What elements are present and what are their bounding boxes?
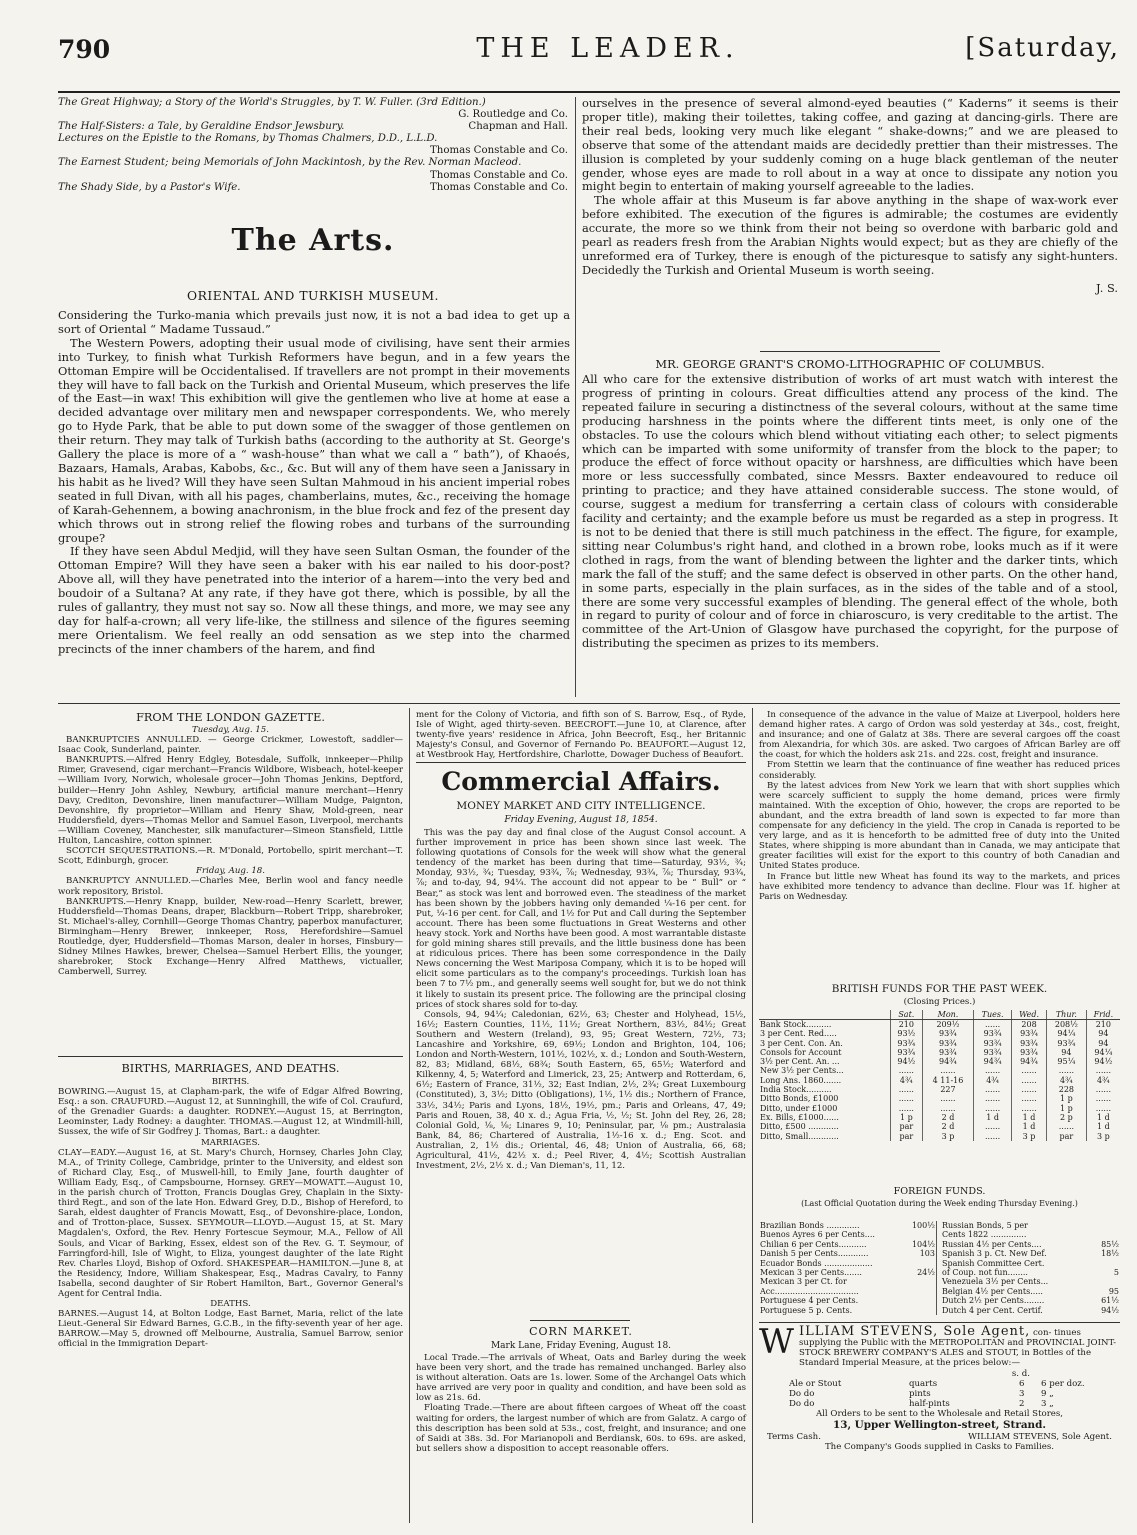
advert-lead: ILLIAM STEVENS, Sole Agent, [799, 1324, 1031, 1339]
table-cell: ...... [1047, 1066, 1087, 1075]
table-row [941, 1296, 1120, 1305]
table-cell: 94¼ [1047, 1029, 1087, 1038]
table-cell [905, 1259, 937, 1268]
table-cell: ...... [1012, 1085, 1047, 1094]
table-cell [905, 1287, 937, 1296]
table-cell: 18½ [1101, 1249, 1119, 1259]
table-cell: New 3½ per Cents... [760, 1066, 844, 1076]
table-cell: 24½ [917, 1268, 935, 1278]
masthead-day: [Saturday, [965, 33, 1120, 63]
table-cell: Venezuela 3½ per Cents... [942, 1277, 1049, 1287]
table-cell: Ditto, under £1000 [760, 1103, 838, 1113]
table-cell: Brazilian Bonds ............. [760, 1221, 860, 1230]
table-cell: 93¾ [974, 1029, 1012, 1038]
table-cell: 4 11-16 [922, 1076, 973, 1085]
corn-market-date: Mark Lane, Friday Evening, August 18. [490, 1341, 672, 1351]
book-list [58, 97, 568, 194]
table-cell: Ditto, Small............ [760, 1131, 839, 1141]
table-cell: 1 p [890, 1113, 922, 1122]
table-row [759, 1122, 1120, 1131]
table-cell: 100½ [911, 1221, 935, 1230]
section-rule [58, 703, 1120, 704]
list-item [759, 1379, 1120, 1389]
table-cell: 93¾ [922, 1029, 973, 1038]
advert-initial: W [759, 1322, 794, 1362]
money-market-title: MONEY MARKET AND CITY INTELLIGENCE. [456, 800, 706, 812]
list-item [759, 1399, 1120, 1409]
table-cell: 2 d [922, 1113, 973, 1122]
deaths-rule [416, 762, 746, 763]
table-cell: ...... [1012, 1076, 1047, 1085]
table-cell: Ecuador Bonds ................... [760, 1258, 873, 1268]
table-cell: 94¾ [974, 1057, 1012, 1066]
table-cell: ...... [974, 1020, 1012, 1030]
table-cell: 208 [1012, 1020, 1047, 1030]
table-cell: 94 [1086, 1039, 1120, 1048]
money-market-date: Friday Evening, August 18, 1854. [504, 815, 658, 825]
table-cell: 94½ [1086, 1057, 1120, 1066]
table-cell: Bank Stock.......... [760, 1020, 832, 1029]
table-row [759, 1287, 937, 1296]
table-cell: 93¾ [890, 1039, 922, 1048]
table-cell: 93¾ [1012, 1048, 1047, 1057]
table-row [941, 1268, 1120, 1277]
price-cell: quarts [909, 1379, 938, 1389]
table-cell: 5 [1113, 1268, 1119, 1278]
table-row [759, 1306, 937, 1315]
table-cell: ...... [1086, 1085, 1120, 1094]
money-market-body: This was the pay day and final close of the August Consol account. A further improvement in price has been shown since last week. The following quotations of Consols for the week will show what the general tendency of the market has been during that time—Saturday, 93½, ¾; Monday, 93½, ¾; Tuesday, 93¾, ⅞; Wednesday, 93¾, ⅞; Thursday, 93¾, ⅞; and to-day, 94, 94¼. The account did not appear to be “ Bull” or “ Bear,” as stock was lent and borrowed even. The steadiness of the market has been shown by the jobbers having only demanded ¼-16 per cent. for Put, ¼-16 per cent. for Call, and 1½ for Put and Call during the September account. There has been some fluctuations in Great Westerns and other heavy stock. York and Norths have been good. A most warrantable distaste for gold mining shares still prevails, and the little business done has been at ridiculous prices. There has been some correspondence in the Daily News concerning the West Mariposa Company, which it is to be hoped will elicit some particulars as to the company's proceedings. Turkish loan has been 7 to 7½ pm., and generally seems well sought for, but we do not think it likely to sustain its present price. The following are the principal closing prices of stock shares sold for to-day. Consols, 94, 94¼; Caledonian, 62½, 63; Chester and Holyhead, 15½, 16½; Eastern Counties, 11½, 11½; Great Northern, 83½, 84½; Great Southern and Western (Ireland), 93, 95; Great Western, 72½, 73; Lancashire and Yorkshire, 69, 69½; London and Brighton, 104, 106; London and North-Western, 101½, 102½, x. d.; London and South-Western, 82, 83; Midland, 68½, 68¾; South Eastern, 65, 65½; Waterford and Kilkenny, 4, 5; Waterford and Limerick, 23, 25; Antwerp and Rotterdam, 6, 6½; Eastern of France, 31½, 32; East Indian, 2½, 2¾; Great Luxembourg (Constituted), 3, 3½; Ditto (Obligations), 1½, 1½ dis.; Northern of France, 33½, 34½; Paris and Lyons, 18½, 19½, pm.; Paris and Orleans, 47, 49; Paris and Rouen, 38, 40 x. d.; Agua Fria, ½, ½; St. John del Rey, 26, 28; Colonial Gold, ⅛, ⅛; Linares 9, 10; Peninsular, par, ⅛ pm.; Australasia Bank, 84, 86; Chartered of Australia, 1½-16 x. d.; Eng. Scot. and Australian, 2, 1½ dis.; Oriental, 46, 48; Union of Australia, 66, 68; Agricultural, 41½, 42½ x. d.; Peel River, 4, 4½; Scottish Australian Investment, 2½, 2½ x. d.; Van Dieman's, 11, 12. [416, 828, 746, 1172]
table-cell: ...... [1012, 1104, 1047, 1113]
column-header: Thur. [1047, 1010, 1087, 1020]
grant-title: MR. GEORGE GRANT'S CROMO-LITHOGRAPHIC OF COLUMBUS. [655, 357, 1045, 371]
table-cell [1092, 1230, 1120, 1239]
british-funds-table [759, 1010, 1120, 1141]
advert-orders: All Orders to be sent to the Wholesale and Retail Stores, [815, 1409, 1064, 1419]
column-header [759, 1010, 890, 1020]
column-rule-left [409, 708, 410, 1523]
table-row [759, 1057, 1120, 1066]
table-row [759, 1296, 937, 1305]
table-cell: Russian Bonds, 5 per [942, 1221, 1028, 1230]
table-cell: 103 [919, 1249, 935, 1259]
table-cell: 3 per Cent. Red..... [760, 1029, 837, 1039]
table-cell: ...... [890, 1094, 922, 1103]
table-cell: Russian 4½ per Cents.... [942, 1239, 1042, 1249]
bmd-title: BIRTHS, MARRIAGES, AND DEATHS. [121, 1062, 340, 1075]
table-cell: 210 [1086, 1020, 1120, 1030]
table-cell: 1 d [1012, 1122, 1047, 1131]
table-cell: ...... [1086, 1066, 1120, 1075]
table-row [759, 1020, 1120, 1030]
table-cell: 95¼ [1047, 1057, 1087, 1066]
list-item: The Earnest Student; being Memorials of John Mackintosh, by the Rev. Norman Macleod. Thomas Constable and Co. [58, 157, 568, 181]
table-cell: 93¾ [1012, 1029, 1047, 1038]
table-cell: 4¾ [974, 1076, 1012, 1085]
table-cell: Consols for Account [760, 1047, 842, 1057]
table-cell: 1 p [1047, 1094, 1087, 1103]
foreign-funds-left [759, 1221, 937, 1315]
table-cell: Mexican 3 per Ct. for [760, 1277, 847, 1287]
table-cell: Dutch 2½ per Cents........ [942, 1296, 1045, 1306]
table-cell: 3½ per Cent. An. ... [760, 1057, 840, 1067]
table-cell [905, 1230, 937, 1239]
table-cell: 104½ [911, 1239, 935, 1249]
table-cell: Belgian 4½ per Cents..... [942, 1286, 1043, 1296]
arts-heading: The Arts. [231, 223, 395, 258]
advert-body: con- tinues supplying the Public with the METROPOLITAN and PROVINCIAL JOINT-STOCK BREWERY COMPANY'S ALES and STOUT, in Bottles of the Standard Imperial Measure, at the prices below:— [799, 1328, 1117, 1368]
table-cell: ...... [890, 1066, 922, 1075]
table-cell: Portuguese 5 p. Cents. [760, 1305, 853, 1315]
table-cell: 227 [922, 1085, 973, 1094]
table-cell: ...... [890, 1104, 922, 1113]
deaths-continued: ment for the Colony of Victoria, and fifth son of S. Barrow, Esq., of Ryde, Isle of Wight, aged thirty-seven. BEECROFT.—June 10, at Clarence, after twenty-five years' residence in Africa, John Beecroft, Esq., her Britannic Majesty's Consul, and Governor of Fernando Po. BEAUFORT.—August 12, at Westbrook Hay, Hertfordshire, Charlotte, Dowager Duchess of Beaufort. [416, 710, 746, 761]
table-cell: Ex. Bills, £1000...... [760, 1112, 839, 1122]
table-cell: 1 d [1012, 1113, 1047, 1122]
table-row [759, 1029, 1120, 1038]
museum-article-cont: ourselves in the presence of several almond-eyed beauties (“ Kaderns” it seems is their proper title), making their toilettes, taking coffee, and gazing at dancing-girls. There are their real beds, looking very much like elegant “ shake-downs;” and we are pleased to observe that some of the attendant maids are decidedly prettier than their mistresses. The illusion is completed by your suddenly coming on a huge black gentleman of the neuter gender, whose eyes are made to roll about in a way at once to dissipate any notion you might begin to entertain of making yourself agreeable to the ladies. The whole affair at this Museum is far above anything in the shape of wax-work ever before exhibited. The execution of the figures is admirable; the costumes are evidently accurate, the more so we think from their not being so overdone with barbaric gold and pearl as readers fresh from the Arabian Nights would expect; but as they are chiefly of the unreformed era of Turkey, there is enough of the picturesque to satisfy any sight-hunters. Decidedly the Turkish and Oriental Museum is worth seeing. J. S. [582, 96, 1118, 295]
table-cell: Acc................................. [760, 1286, 859, 1296]
table-cell: ...... [922, 1094, 973, 1103]
table-cell: ...... [922, 1104, 973, 1113]
table-cell: ...... [1012, 1094, 1047, 1103]
table-row [759, 1249, 937, 1258]
column-rule-top [575, 97, 576, 697]
foreign-funds-right [941, 1221, 1120, 1315]
table-cell: Spanish 3 p. Ct. New Def. [942, 1249, 1047, 1259]
table-cell: 2 p [1047, 1113, 1087, 1122]
table-row [941, 1249, 1120, 1258]
table-row [941, 1240, 1120, 1249]
table-row [759, 1230, 937, 1239]
table-cell: India Stock.......... [760, 1085, 832, 1095]
table-cell: ...... [1047, 1122, 1087, 1131]
table-cell: Mexican 3 per Cents....... [760, 1268, 862, 1278]
table-cell: Ditto, £500 ............ [760, 1122, 839, 1132]
table-cell: 4¾ [1086, 1076, 1120, 1085]
table-cell: ...... [1012, 1066, 1047, 1075]
table-cell: 93¾ [922, 1039, 973, 1048]
price-cell: 6 per doz. [1041, 1379, 1085, 1389]
table-cell: Cents 1822 .............. [942, 1230, 1027, 1240]
advert [759, 1322, 1120, 1452]
price-cell: 3 [1019, 1389, 1025, 1399]
table-cell: 94¾ [1012, 1057, 1047, 1066]
table-cell: 94 [1047, 1048, 1087, 1057]
table-cell [905, 1296, 937, 1305]
table-cell: Spanish Committee Cert. [942, 1258, 1045, 1268]
table-cell: ...... [974, 1085, 1012, 1094]
table-cell: 93¾ [974, 1039, 1012, 1048]
table-cell: 94 [1086, 1029, 1120, 1038]
table-cell: 94½ [890, 1057, 922, 1066]
column-header: Tues. [974, 1010, 1012, 1020]
museum-article: Considering the Turko-mania which prevails just now, it is not a bad idea to get up a sort of Oriental “ Madame Tussaud.” The Western Powers, adopting their usual mode of civilising, have sent their armies into Turkey, to finish what Turkish Reformers have begun, and in a few years the Ottoman Empire will be Occidentalised. If travellers are not prompt in their movements they will have to fall back on the Turkish and Oriental Museum, which preserves the life of the East—in wax! This exhibition will give the gentlemen who live at home at ease a decided advantage over military men and newspaper correspondents. We, who merely go to Hyde Park, that be able to put down some of the swagger of those gentlemen on their return. They may talk of Turkish baths (according to the authority at St. George's Gallery the place is more of a “ wash-house” than what we call a “ bath”), of Khaoés, Bazaars, Hamals, Arabas, Kabobs, &c., &c. But will any of them have seen a Janissary in his habit as he lived? Will they have seen Sultan Mahmoud in his ancient imperial robes seated in full Divan, with all his pages, chamberlains, mutes, &c., receiving the homage of Karah-Gehennem, a bowing anachronism, in the blue frock and fez of the present day which throws out in strong relief the flowing robes and turbans of the surrounding groupe? If they have seen Abdul Medjid, will they have seen Sultan Osman, the founder of the Ottoman Empire? Will they have seen a baker with his ear nailed to his door-post? Above all, will they have penetrated into the interior of a harem—into the very bed and boudoir of a Sultana? At any rate, if they have got there, which is possible, by all the rules of gallantry, they must not say so. Now all these things, and more, we may see any day for half-a-crown; all very life-like, the stillness and silence of the figures seeming mere Orientalism. We feel really an odd sensation as we step into the charmed precincts of the inner chambers of the harem, and find [58, 308, 571, 656]
table-row [941, 1287, 1120, 1296]
table-cell: 94¾ [922, 1057, 973, 1066]
table-cell: 3 per Cent. Con. An. [760, 1038, 843, 1048]
table-cell: 94¼ [1086, 1048, 1120, 1057]
table-cell: 85½ [1101, 1239, 1119, 1249]
table-cell [905, 1306, 937, 1315]
table-cell: par [1047, 1132, 1087, 1141]
newspaper-title: THE LEADER. [476, 33, 740, 64]
table-cell: Portuguese 4 per Cents. [760, 1296, 859, 1306]
table-row [759, 1277, 937, 1286]
gazette-rule [58, 1056, 403, 1057]
table-cell: 93½ [890, 1029, 922, 1038]
table-row [759, 1066, 1120, 1075]
corn-market-body: Local Trade.—The arrivals of Wheat, Oats and Barley during the week have been very short, and the trade has remained unchanged. Barley also is without alteration. Oats are 1s. lower. Some of the Archangel Oats which have arrived are very poor in quality and condition, and have been sold as low as 21s. 6d. Floating Trade.—There are about fifteen cargoes of Wheat off the coast waiting for orders, the largest number of which are from Galatz. A cargo of this description has been sold at 53s., cost, freight, and insurance; and one of Saidi at 38s. 3d. For Marianopoli and Berdiansk, 60s. to 69s. are asked, but sellers show a disposition to accept reasonable offers. [416, 1353, 746, 1454]
table-cell: 94½ [1101, 1305, 1119, 1315]
column-header: Mon. [922, 1010, 973, 1020]
column-rule-right [752, 708, 753, 1523]
price-cell: 3 „ [1041, 1399, 1054, 1409]
table-cell: 93¾ [974, 1048, 1012, 1057]
table-cell [905, 1277, 937, 1286]
table-cell: 4¾ [890, 1076, 922, 1085]
table-cell: 3 p [1012, 1132, 1047, 1141]
table-cell [1092, 1259, 1120, 1268]
list-item [759, 1389, 1120, 1399]
article-rule [760, 351, 940, 352]
table-cell: 95 [1108, 1286, 1119, 1296]
grant-article: All who care for the extensive distribution of works of art must watch with interest the progress of printing in colours. Great difficulties attend any process of the kind. The repeated failure in securing a distinctness of the several colours, without at the same time producing harshness in the points where the different tints meet, is only one of the obstacles. To use the colours which blend without vitiating each other; to select pigments which can be imparted with some uniformity of transfer from the block to the paper; to produce the effect of force without opacity or harshness, are difficulties which have been more or less successfully combated, since Messrs. Baxter endeavoured to reduce oil printing to practice; and they have attained considerable success. The stone would, of course, suggest a medium for transferring a certain class of colours with considerable facility and certainty; and the example before us must be regarded as a step in progress. It is not to be denied that there is still much patchiness in the effect. The figure, for example, sitting near Columbus's right hand, and clothed in a brown robe, looks much as if it were clothed in rags, from the want of blending between the lighter and the darker tints, which mark the fall of the stuff; and the same defect is observed in other parts. On the other hand, in some parts, especially in the plain surfaces, as in the sides of the table and of a stool, there are some very successful examples of blending. The general effect of the whole, both in regard to purity of colour and of force in chiaroscuro, is very creditable to the artist. The committee of the Art-Union of Glasgow have purchased the copyright, for the purpose of distributing the specimen as prizes to its members. [582, 372, 1118, 651]
price-cell: 9 „ [1041, 1389, 1054, 1399]
price-cell: Do do [789, 1399, 815, 1409]
table-cell: 210 [890, 1020, 922, 1030]
table-cell: ...... [974, 1122, 1012, 1131]
column-header: Wed. [1012, 1010, 1047, 1020]
table-cell: ...... [1086, 1104, 1120, 1113]
advert-terms-row [759, 1432, 1120, 1442]
corn-market-cont: In consequence of the advance in the value of Maize at Liverpool, holders here demand higher rates. A cargo of Ordon was sold yesterday at 34s., cost, freight, and insurance; and one of Galatz at 38s. There are several cargoes off the coast from Alexandria, for which 30s. are asked. Two cargoes of African Barley are off the coast, for which the holders ask 21s. and 22s. cost, freight and insurance. From Stettin we learn that the continuance of fine weather has reduced prices considerably. By the latest advices from New York we learn that with short supplies which were scarcely sufficient to supply the home demand, prices were firmly maintained. With the exception of Ohio, however, the crops are reported to be abundant, and the extra breadth of land sown is expected to far more than compensate for any deficiency in the yield. The crop in Canada is reported to be very large, and as it is henceforth to be admitted free of duty into the United States, where shipping is more abundant than in Canada, we may anticipate that greater facilities will exist for the export to this country of both Canadian and United States produce. In France but little new Wheat has found its way to the markets, and prices have exhibited more tendency to advance than decline. Flour was 1f. higher at Paris on Wednesday. [759, 710, 1120, 902]
table-row [941, 1306, 1120, 1315]
table-cell: Long Ans. 1860....... [760, 1075, 842, 1085]
table-cell: of Coup. not fun........ [942, 1268, 1028, 1278]
commercial-heading: Commercial Affairs. [441, 767, 721, 796]
bmd-body: BIRTHS. BOWRING.—August 15, at Clapham-park, the wife of Edgar Alfred Bowring, Esq.: a son. CRAUFURD.—August 12, at Sunninghill, the wife of Col. Craufurd, of the Grenadier Guards: a daughter. RODNEY.—August 15, at Berrington, Leominster, Lady Rodney: a daughter. THOMAS.—August 12, at Windmill-hill, Sussex, the wife of Sir Godfrey J. Thomas, Bart.: a daughter. MARRIAGES. CLAY—EADY.—August 16, at St. Mary's Church, Hornsey, Charles John Clay, M.A., of Trinity College, Cambridge, printer to the University, and eldest son of Richard Clay, Esq., of Muswell-hill, to Emily Jane, fourth daughter of William Eady, Esq., of Campsbourne, Hornsey. GREY—MOWATT.—August 10, in the parish church of Trotton, Francis Douglas Grey, Chaplain in the Sixty-third Regt., and son of the late Hon. Edward Grey, D.D., Bishop of Hereford, to Sarah, eldest daughter of Francis Mowatt, Esq., of Devonshire-place, London, and of Trotton-place, Sussex. SEYMOUR—LLOYD.—August 15, at St. Mary Magdalen's, Oxford, the Rev. Henry Fortescue Seymour, M.A., Fellow of All Souls, and Vicar of Barking, Essex, eldest son of the Rev. G. T. Seymour, of Farringford-hill, Isle of Wight, to Eliza, youngest daughter of the late Right Rev. Charles Lloyd, Bishop of Oxford. SHAKESPEAR—HAMILTON.—June 8, at the Residency, Indore, William Shakespear, Esq., Madras Cavalry, to Fanny Isabella, second daughter of Sir Robert Hamilton, Bart., Governor General's Agent for Central India. DEATHS. BARNES.—August 14, at Bolton Lodge, East Barnet, Maria, relict of the late Lieut.-General Sir Edward Barnes, G.C.B., in the fifty-seventh year of her age. BARROW.—May 5, drowned off Melbourne, Australia, Samuel Barrow, senior official in the Immigration Depart- [58, 1077, 404, 1350]
table-cell [1092, 1277, 1120, 1286]
advert-sign: WILLIAM STEVENS, Sole Agent. [968, 1432, 1112, 1442]
table-row [759, 1094, 1120, 1103]
museum-title: ORIENTAL AND TURKISH MUSEUM. [187, 289, 439, 303]
table-row [759, 1132, 1120, 1141]
advert-terms: Terms Cash. [767, 1432, 821, 1442]
foreign-funds-title: FOREIGN FUNDS. [893, 1186, 986, 1197]
table-row [759, 1221, 937, 1230]
article-signature: J. S. [1096, 280, 1118, 295]
gazette-body: Tuesday, Aug. 15. BANKRUPTCIES ANNULLED. — George Crickmer, Lowestoft, saddler—Isaac Cook, Sunderland, painter. BANKRUPTS.—Alfred Henry Edgley, Botesdale, Suffolk, innkeeper—Philip Rimer, Gravesend, cigar merchant—Francis Wildbore, Wisbeach, hotel-keeper—William Ivory, Norwich, wholesale grocer—John Thomas Jenkins, Deptford, builder—Henry John Ashley, Newbury, artificial manure merchant—Henry Davy, Crediton, Devonshire, linen manufacturer—William Mudge, Paignton, Devonshire, fly proprietor—William and Henry Shaw, Mold-green, near Huddersfield, dyers—Thomas Mellor and Samuel Eason, Liverpool, merchants—William Coveney, Manchester, silk manufacturer—Simeon Stansfield, Little Hulton, Lancashire, cotton spinner. SCOTCH SEQUESTRATIONS.—R. M'Donald, Portobello, spirit merchant—T. Scott, Edinburgh, grocer. Friday, Aug. 18. BANKRUPTCY ANNULLED.—Charles Mee, Berlin wool and fancy needle work repository, Bristol. BANKRUPTS.—Henry Knapp, builder, New-road—Henry Scarlett, brewer, Huddersfield—Thomas Deans, draper, Blackburn—Robert Tripp, sharebroker, St. Michael's-alley, Cornhill—George Thomas Chantry, paperbox manufacturer, Birmingham—Henry Brewer, innkeeper, Ross, Herefordshire—Samuel Routledge, dyer, Huddersfield—Thomas Marson, dealer in horses, Finsbury—Sidney Milnes Hawkes, brewer, Chelsea—Samuel Herbert Ellis, the younger, sharebroker, Stock Exchange—Henry Alfred Matthews, victualler, Camberwell, Surrey. [58, 725, 403, 978]
price-cell: pints [909, 1389, 931, 1399]
gazette-title: FROM THE LONDON GAZETTE. [136, 711, 325, 724]
price-head: s. d. [1011, 1369, 1030, 1379]
table-row [941, 1230, 1120, 1239]
corn-rule [530, 1320, 630, 1321]
table-cell: Ditto Bonds, £1000 [760, 1094, 839, 1104]
table-cell: 1 p [1047, 1104, 1087, 1113]
table-row [759, 1113, 1120, 1122]
table-cell: ...... [922, 1066, 973, 1075]
table-cell: Danish 5 per Cents............ [760, 1249, 869, 1259]
price-cell: Ale or Stout [789, 1379, 842, 1389]
table-row [759, 1104, 1120, 1113]
table-cell: Dutch 4 per Cent. Certif. [942, 1305, 1043, 1315]
table-cell: Buenos Ayres 6 per Cents.... [760, 1230, 875, 1240]
page-number: 790 [58, 35, 111, 64]
table-cell: 209½ [922, 1020, 973, 1030]
list-item: The Shady Side, by a Pastor's Wife. Thomas Constable and Co. [58, 181, 568, 193]
table-cell: ...... [890, 1085, 922, 1094]
table-cell: 3 p [1086, 1132, 1120, 1141]
price-cell: 6 [1019, 1379, 1025, 1389]
masthead [58, 27, 1120, 77]
advert-address: 13, Upper Wellington-street, Strand. [832, 1419, 1046, 1431]
table-cell: par [890, 1122, 922, 1131]
table-cell: 93¾ [922, 1048, 973, 1057]
column-header: Frid. [1086, 1010, 1120, 1020]
table-cell [1092, 1221, 1120, 1230]
table-cell: 3 p [922, 1132, 973, 1141]
advert-footer: The Company's Goods supplied in Casks to Families. [824, 1442, 1055, 1452]
table-cell: 93¾ [1012, 1039, 1047, 1048]
foreign-funds-subtitle: (Last Official Quotation during the Week ending Thursday Evening.) [801, 1199, 1078, 1208]
table-cell: 1 d [974, 1113, 1012, 1122]
masthead-rule [58, 91, 1120, 93]
funds-subtitle: (Closing Prices.) [903, 997, 976, 1007]
table-cell: ...... [974, 1066, 1012, 1075]
table-cell: 4¾ [1047, 1076, 1087, 1085]
table-cell: ...... [1086, 1094, 1120, 1103]
table-row [759, 1259, 937, 1268]
table-cell: par [890, 1132, 922, 1141]
list-item: The Half-Sisters: a Tale, by Geraldine Endsor Jewsbury. Chapman and Hall. [58, 121, 568, 133]
table-row [759, 1240, 937, 1249]
table-cell: 1 d [1086, 1113, 1120, 1122]
column-header: Sat. [890, 1010, 922, 1020]
corn-market-title: CORN MARKET. [529, 1325, 633, 1338]
table-cell: 1 d [1086, 1122, 1120, 1131]
table-cell: ...... [974, 1104, 1012, 1113]
table-row [941, 1277, 1120, 1286]
table-row [759, 1268, 937, 1277]
price-list [759, 1379, 1120, 1409]
table-cell: 208½ [1047, 1020, 1087, 1030]
advert-rule [759, 1322, 1120, 1323]
price-cell: half-pints [909, 1399, 950, 1409]
price-cell: Do do [789, 1389, 815, 1399]
table-row [759, 1048, 1120, 1057]
table-cell: 93¾ [1047, 1039, 1087, 1048]
table-cell: 2 d [922, 1122, 973, 1131]
table-row [759, 1085, 1120, 1094]
table-cell: ...... [974, 1094, 1012, 1103]
table-cell: ...... [974, 1132, 1012, 1141]
table-cell: Chilian 6 per Cents........... [760, 1239, 867, 1249]
table-cell: 61½ [1101, 1296, 1119, 1306]
table-row [759, 1076, 1120, 1085]
table-row [759, 1039, 1120, 1048]
table-row [941, 1221, 1120, 1230]
table-row [941, 1259, 1120, 1268]
price-cell: 2 [1019, 1399, 1025, 1409]
table-cell: 228 [1047, 1085, 1087, 1094]
funds-title: BRITISH FUNDS FOR THE PAST WEEK. [831, 983, 1048, 995]
table-row [759, 1010, 1120, 1020]
list-item: Lectures on the Epistle to the Romans, by Thomas Chalmers, D.D., L.L.D. Thomas Constable and Co. [58, 133, 568, 157]
table-cell: 93¾ [890, 1048, 922, 1057]
list-item: The Great Highway; a Story of the World's Struggles, by T. W. Fuller. (3rd Edition.) G. Routledge and Co. [58, 97, 568, 121]
